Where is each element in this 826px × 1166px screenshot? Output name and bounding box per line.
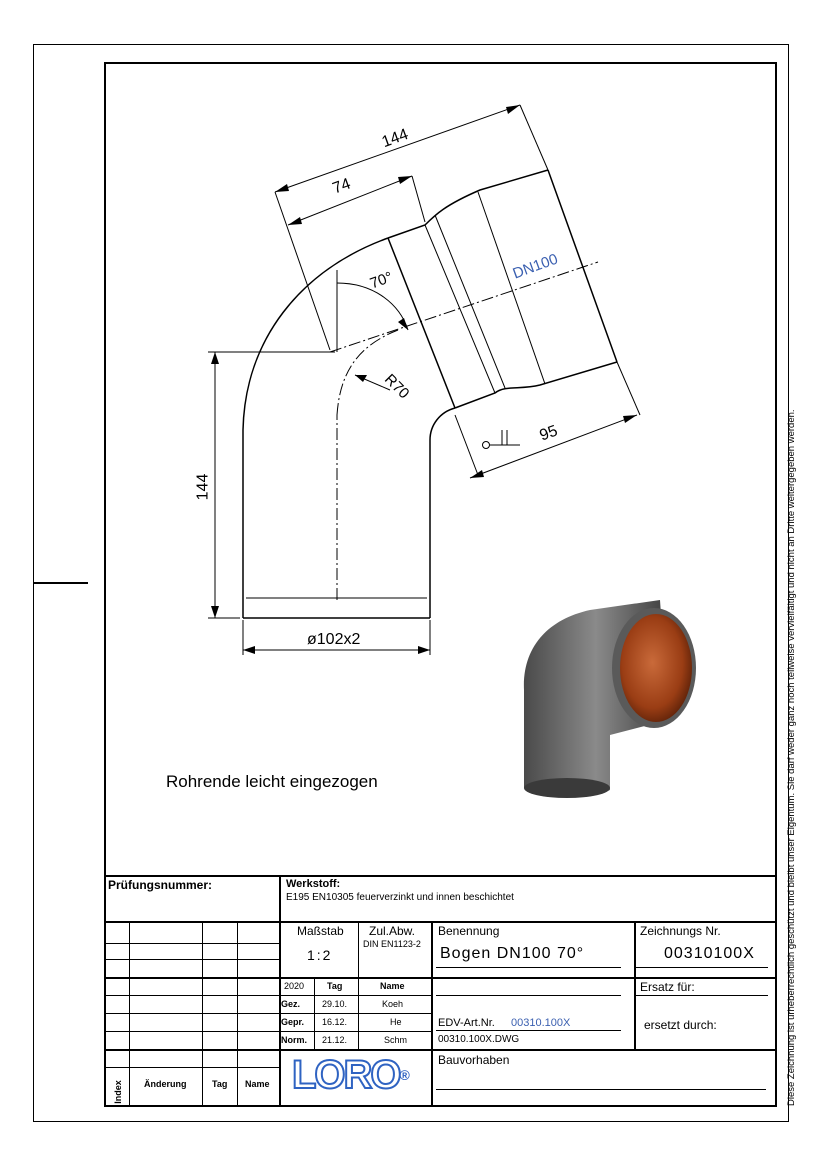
copyright-note: Diese Zeichnung ist urheberrechtlich geschützt und bleibt unser Eigentum. Sie darf weder ganz noch teilweise vervielfältigt und nicht an Dritte weitergegeben werden.: [786, 409, 797, 1106]
edv-value: 00310.100X: [511, 1017, 571, 1029]
benennung-label: Benennung: [438, 924, 500, 938]
ersetzt-durch-label: ersetzt durch:: [644, 1018, 717, 1032]
row-label: Norm.: [281, 1035, 308, 1045]
note-text: Rohrende leicht eingezogen: [166, 772, 378, 791]
dwg-value: 00310.100X.DWG: [438, 1034, 520, 1045]
title-block: [104, 875, 777, 1107]
loro-logo: [292, 1051, 408, 1099]
row-label: Gepr.: [281, 1017, 305, 1027]
name-label: Name: [380, 981, 405, 991]
row-name: He: [390, 1017, 402, 1027]
year: 2020: [284, 981, 305, 991]
socket-bottom: [455, 362, 617, 408]
dim-radius: R70: [381, 370, 413, 403]
massstab-value: 1:2: [307, 947, 333, 963]
socket-top: [388, 170, 548, 238]
bend-outer-arc: [243, 238, 388, 430]
row-tag: 21.12.: [322, 1035, 348, 1045]
logo-mark: ®: [399, 1067, 408, 1083]
zulabw-value: DIN EN1123-2: [363, 939, 421, 949]
bauvorhaben-label: Bauvorhaben: [438, 1053, 510, 1067]
werkstoff-value: E195 EN10305 feuerverzinkt und innen beschichtet: [286, 892, 514, 903]
zeichnungsnr-label: Zeichnungs Nr.: [640, 924, 721, 938]
pruefnummer-label: Prüfungsnummer:: [108, 878, 213, 892]
index-label: Index: [112, 1080, 123, 1104]
zulabw-label: Zul.Abw.: [369, 924, 416, 938]
dim-angle: 70°: [367, 268, 395, 293]
edv-label: EDV-Art.Nr.: [438, 1017, 495, 1029]
bend-inner-arc: [430, 408, 455, 440]
tag2-label: Tag: [212, 1079, 228, 1089]
dim-95: 95: [537, 422, 560, 445]
ersatz-fuer-label: Ersatz für:: [640, 980, 695, 994]
dim-diameter: ø102x2: [307, 631, 361, 648]
dim-dn100: DN100: [510, 250, 561, 283]
row-name: Koeh: [382, 999, 404, 1009]
dim-74: 74: [330, 175, 353, 198]
zeichnungsnr-value: 00310100X: [664, 945, 755, 962]
row-tag: 29.10.: [322, 999, 348, 1009]
name2-label: Name: [245, 1079, 270, 1089]
logo-text: LORO: [292, 1053, 400, 1097]
aenderung-label: Änderung: [144, 1079, 187, 1089]
dim-144-left: 144: [194, 473, 212, 501]
row-name: Schm: [384, 1035, 408, 1045]
werkstoff-label: Werkstoff:: [286, 878, 341, 890]
row-label: Gez.: [281, 999, 301, 1009]
tag-label: Tag: [327, 981, 343, 991]
pipe-render-image: [524, 600, 696, 798]
massstab-label: Maßstab: [297, 924, 344, 938]
dim-144-top: 144: [379, 125, 411, 152]
row-tag: 16.12.: [322, 1017, 348, 1027]
benennung-value: Bogen DN100 70°: [440, 945, 585, 962]
